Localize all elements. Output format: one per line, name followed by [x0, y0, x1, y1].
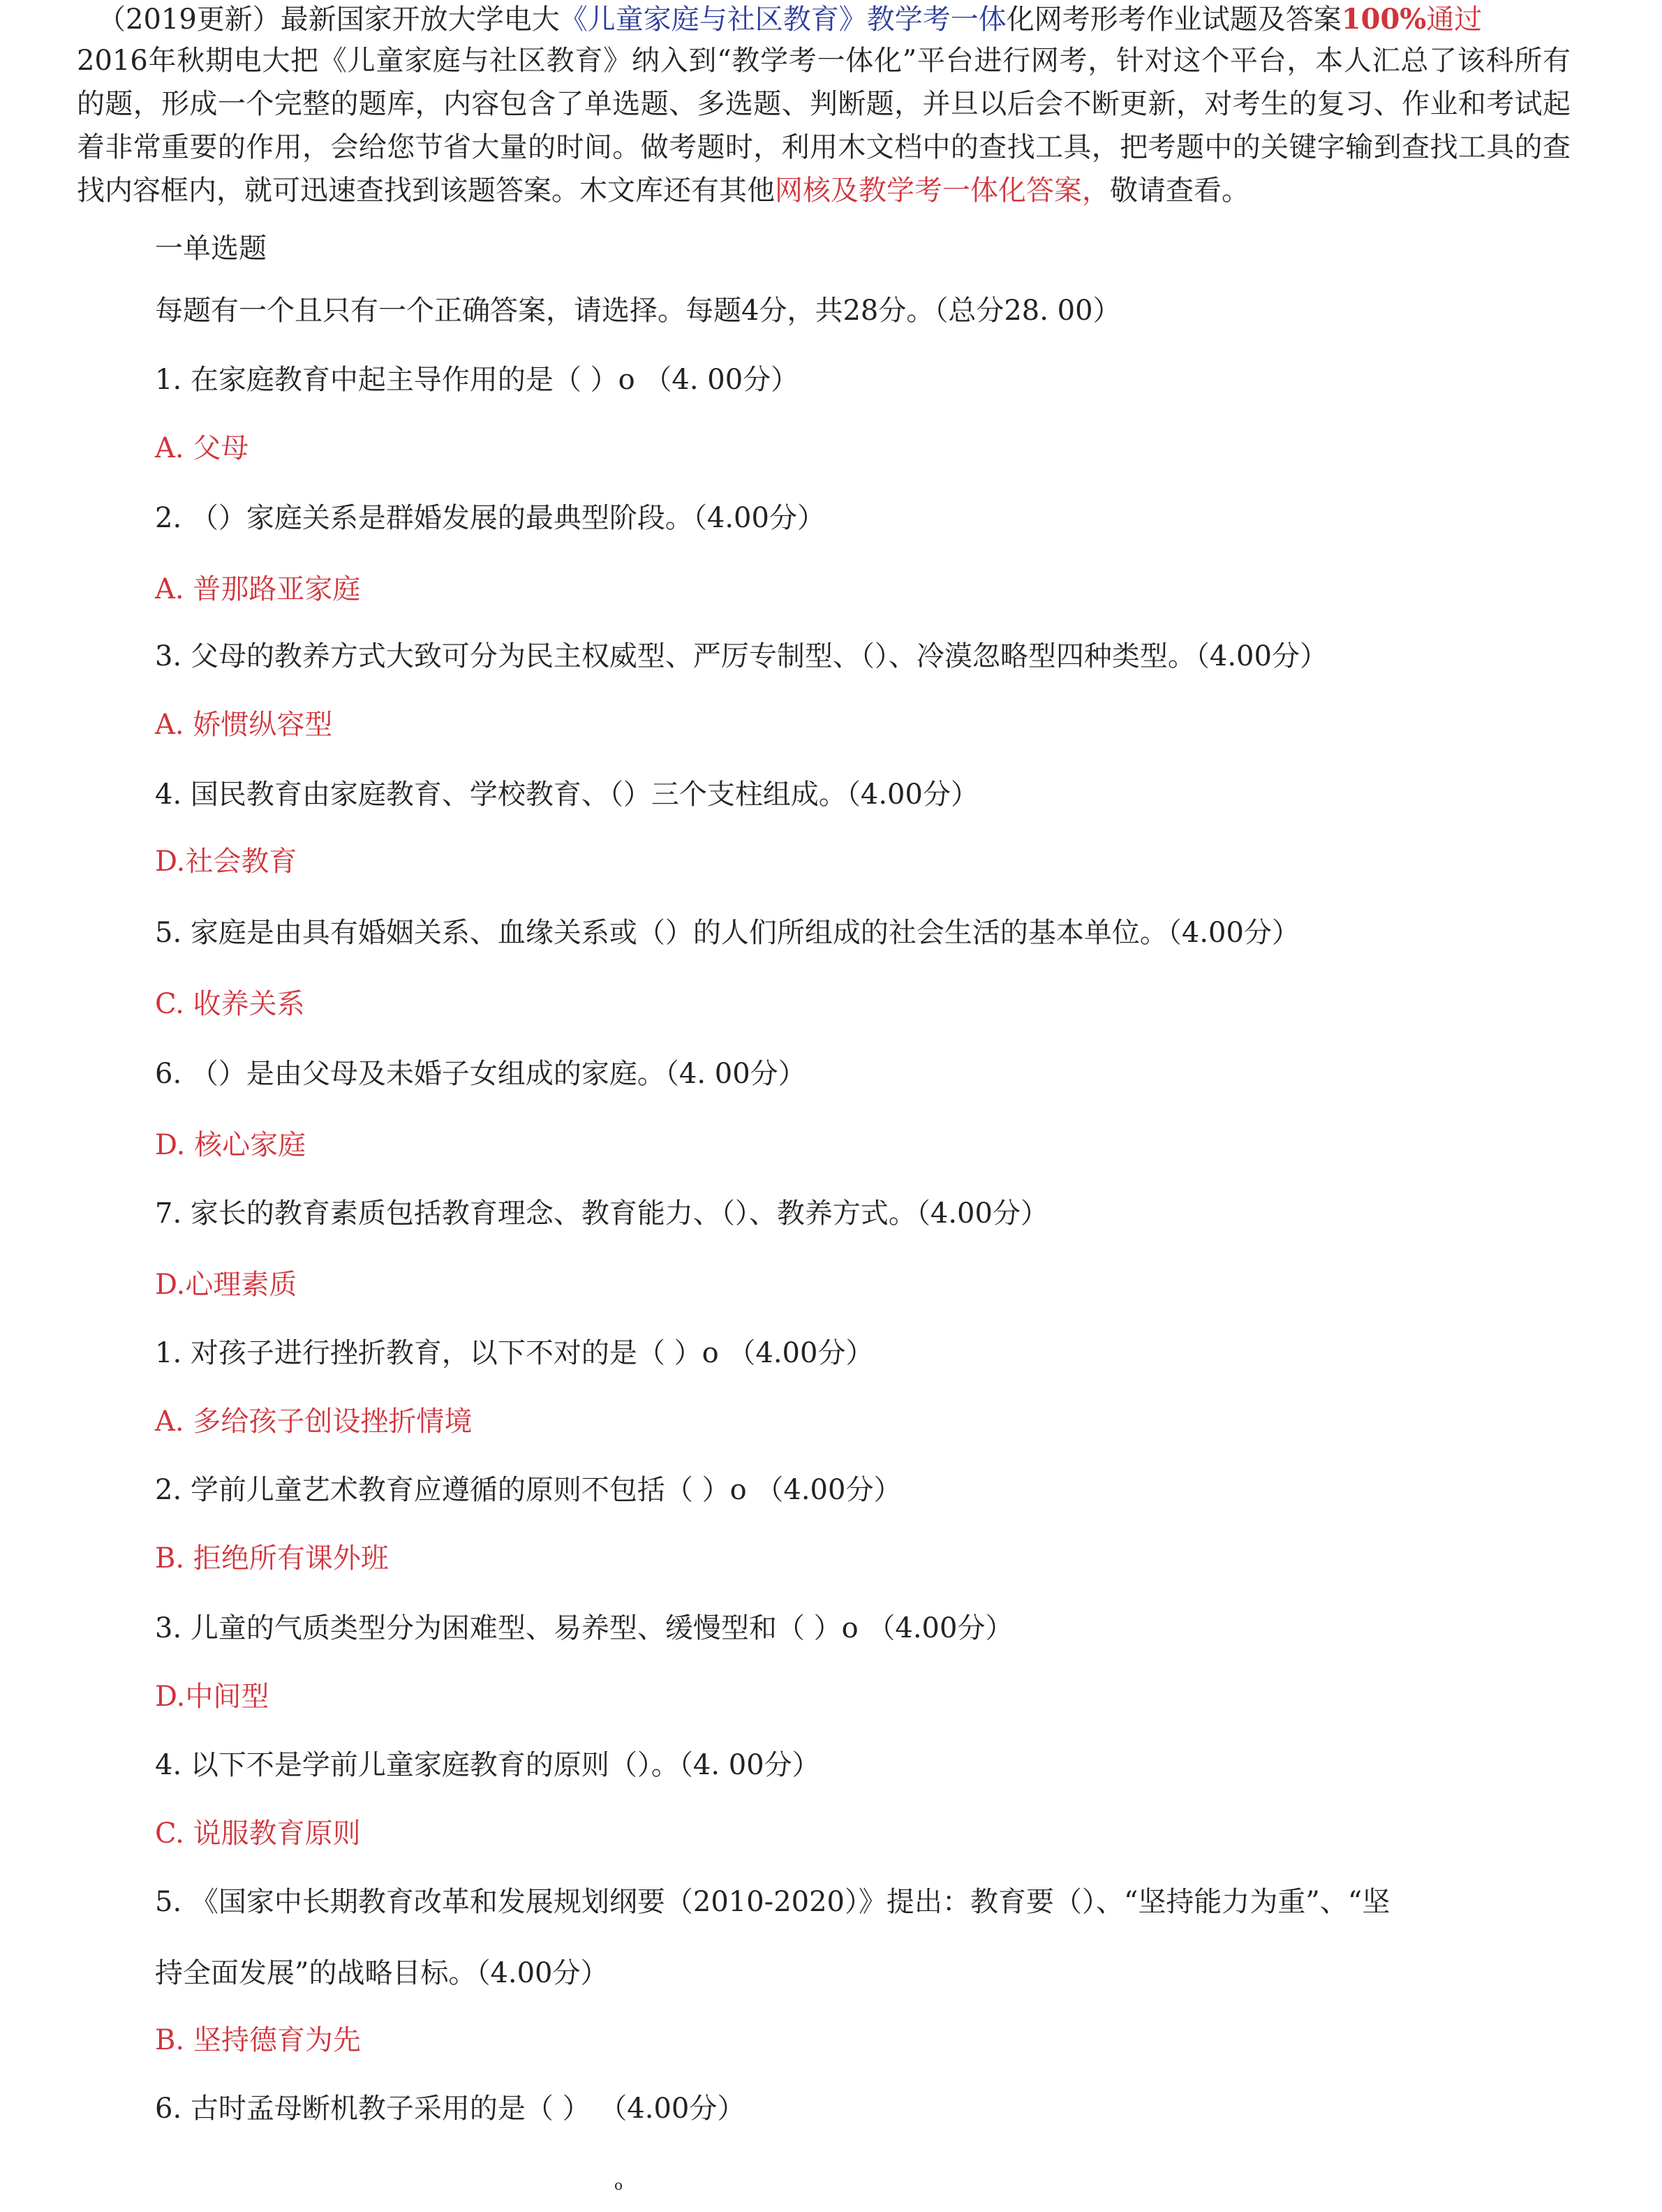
title-prefix: （2019更新）最新国家开放大学电大	[98, 3, 560, 36]
answer-text: B. 拒绝所有课外班	[155, 1542, 389, 1575]
section-instructions: 每题有一个且只有一个正确答案，请选择。每题4分，共28分。（总分28. 00）	[155, 295, 1121, 327]
answer-text: D.心理素质	[155, 1269, 297, 1301]
answer-text: C. 收养关系	[155, 988, 305, 1020]
title-course-name: 《儿童家庭与社区教育》教学考一体	[559, 3, 1007, 36]
answer-text: A. 父母	[155, 432, 249, 464]
stray-mark: o	[614, 2176, 623, 2193]
section-heading: 一单选题	[155, 233, 267, 265]
answer-text: A. 娇惯纵容型	[155, 709, 333, 741]
question-text: 6. 古时孟母断机教子采用的是（ ） （4.00分）	[155, 2093, 745, 2125]
question-text: 7. 家长的教育素质包括教育理念、教育能力、（）、教养方式。（4.00分）	[155, 1197, 1048, 1230]
question-text: 1. 对孩子进行挫折教育，以下不对的是（ ）o （4.00分）	[155, 1337, 874, 1369]
question-text: 4. 国民教育由家庭教育、学校教育、（）三个支柱组成。（4.00分）	[155, 779, 979, 811]
answer-text: A. 普那路亚家庭	[155, 573, 361, 605]
question-text: 2. （）家庭关系是群婚发展的最典型阶段。（4.00分）	[155, 502, 825, 534]
question-text: 5. 《国家中长期教育改革和发展规划纲要（2010-2020）》提出：教育要（）、“坚持能力为重”、“坚	[155, 1886, 1390, 1918]
answer-text: D.社会教育	[155, 846, 297, 878]
answer-text: A. 多给孩子创设挫折情境	[155, 1406, 473, 1438]
intro-link[interactable]: 网核及教学考一体化答案，	[775, 175, 1110, 207]
question-text: 6. （）是由父母及未婚子女组成的家庭。（4. 00分）	[155, 1058, 806, 1090]
answer-text: B. 坚持德育为先	[155, 2024, 361, 2056]
answer-text: C. 说服教育原则	[155, 1817, 361, 1850]
intro-text: 2016年秋期电大把《儿童家庭与社区教育》纳入到“教学考一体化”平台进行网考，针对这个平台，本人汇总了该科所有的题，形成一个完整的题库，内容包含了单选题、多选题、判断题，并旦以后会不断更新，对考生的复习、作业和考试起着非常重要的作用，会给您节省大量的时间。做考题时，利用木文档中的查找工具，把考题中的关键字输到查找工具的查找内容框内，就可迅速查找到该题答案。木文库还有其他	[77, 45, 1571, 207]
question-text: 5. 家庭是由具有婚姻关系、血缘关系或（）的人们所组成的社会生活的基本单位。（4.00分）	[155, 917, 1300, 949]
title-pass: 通过	[1426, 3, 1483, 36]
document-title	[98, 0, 1482, 39]
question-text: 4. 以下不是学前儿童家庭教育的原则（）。（4. 00分）	[155, 1749, 820, 1781]
answer-text: D.中间型	[155, 1681, 269, 1713]
question-text: 2. 学前儿童艺术教育应遵循的原则不包括（ ）o （4.00分）	[155, 1474, 902, 1506]
question-text: 1. 在家庭教育中起主导作用的是（ ）o （4. 00分）	[155, 364, 799, 396]
question-text: 3. 儿童的气质类型分为困难型、易养型、缓慢型和（ ）o （4.00分）	[155, 1612, 1014, 1644]
title-percent: 100%	[1341, 3, 1427, 36]
title-middle: 化网考形考作业试题及答案	[1006, 3, 1342, 36]
intro-text-end: 敬请查看。	[1110, 175, 1249, 207]
question-text: 3. 父母的教养方式大致可分为民主权威型、严厉专制型、（）、冷漠忽略型四种类型。（4.00分）	[155, 640, 1328, 672]
answer-text: D. 核心家庭	[155, 1129, 306, 1161]
intro-paragraph	[77, 39, 1571, 212]
question-text-continued: 持全面发展”的战略目标。（4.00分）	[155, 1957, 609, 1989]
